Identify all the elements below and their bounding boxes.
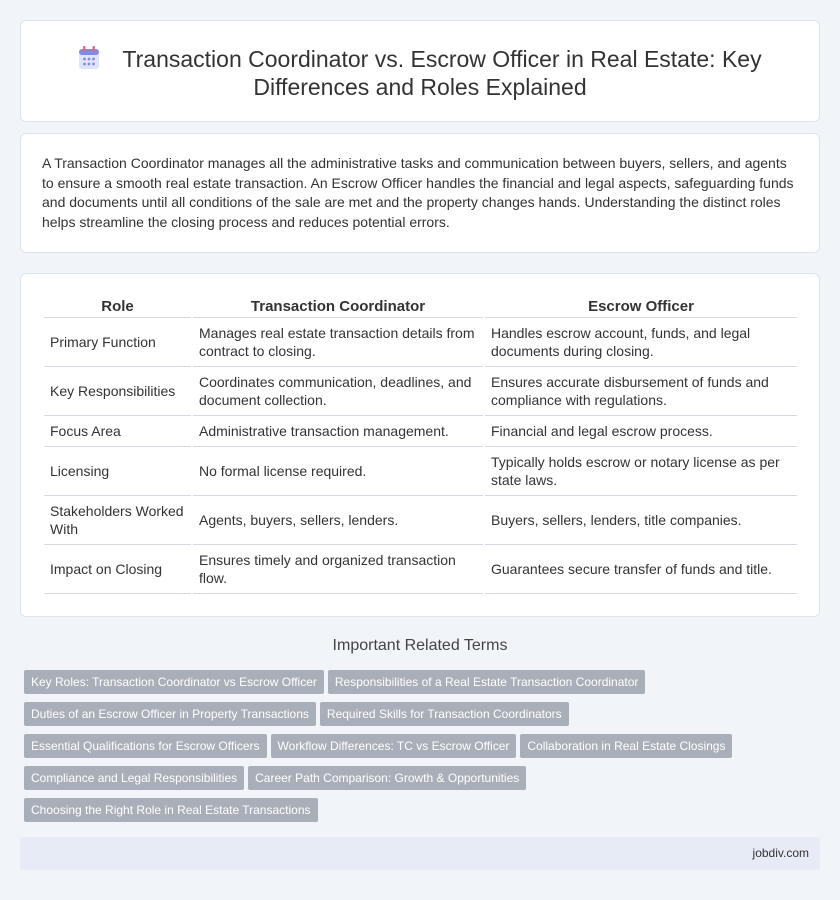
coordinator-cell: Ensures timely and organized transaction flow. bbox=[193, 545, 483, 594]
escrow-cell: Handles escrow account, funds, and legal documents during closing. bbox=[485, 318, 797, 367]
related-term-tag[interactable]: Career Path Comparison: Growth & Opportunities bbox=[248, 766, 526, 790]
related-term-tag[interactable]: Essential Qualifications for Escrow Officers bbox=[24, 734, 267, 758]
table-row bbox=[44, 496, 797, 545]
table-row bbox=[44, 318, 797, 367]
related-terms-title: Important Related Terms bbox=[332, 637, 508, 654]
coordinator-cell: Coordinates communication, deadlines, and document collection. bbox=[193, 367, 483, 416]
row-label: Impact on Closing bbox=[44, 545, 191, 594]
row-label: Primary Function bbox=[44, 318, 191, 367]
coordinator-cell: Administrative transaction management. bbox=[193, 416, 483, 447]
page-title: Transaction Coordinator vs. Escrow Officer in Real Estate: Key Differences and Roles Explained bbox=[122, 46, 762, 100]
related-term-tag[interactable]: Choosing the Right Role in Real Estate Transactions bbox=[24, 798, 318, 822]
page-title-wrap bbox=[21, 45, 819, 101]
comparison-card bbox=[20, 273, 820, 617]
coordinator-cell: No formal license required. bbox=[193, 447, 483, 496]
tag-row bbox=[24, 734, 804, 766]
escrow-cell: Buyers, sellers, lenders, title companies. bbox=[485, 496, 797, 545]
header-role: Role bbox=[44, 296, 191, 318]
tag-row bbox=[24, 798, 804, 830]
footer bbox=[20, 837, 820, 870]
related-term-tag[interactable]: Required Skills for Transaction Coordinators bbox=[320, 702, 569, 726]
related-term-tag[interactable]: Compliance and Legal Responsibilities bbox=[24, 766, 244, 790]
coordinator-cell: Agents, buyers, sellers, lenders. bbox=[193, 496, 483, 545]
related-term-tag[interactable]: Duties of an Escrow Officer in Property Transactions bbox=[24, 702, 316, 726]
footer-site-link[interactable]: jobdiv.com bbox=[752, 846, 809, 860]
header-escrow-officer: Escrow Officer bbox=[485, 296, 797, 318]
related-terms-tags bbox=[24, 670, 804, 830]
table-row bbox=[44, 447, 797, 496]
row-label: Licensing bbox=[44, 447, 191, 496]
header-transaction-coordinator: Transaction Coordinator bbox=[193, 296, 483, 318]
table-row bbox=[44, 545, 797, 594]
comparison-table bbox=[42, 296, 799, 594]
table-row bbox=[44, 416, 797, 447]
row-label: Focus Area bbox=[44, 416, 191, 447]
intro-paragraph: A Transaction Coordinator manages all the administrative tasks and communication between buyers, sellers, and agents to ensure a smooth real estate transaction. An Escrow Officer handles the financial and legal aspects, safeguarding funds and documents until all conditions of the sale are met and the property changes hands. Understanding the distinct roles helps streamline the closing process and reduces potential errors. bbox=[42, 155, 794, 230]
table-header-row bbox=[44, 296, 797, 318]
tag-row bbox=[24, 766, 804, 798]
related-term-tag[interactable]: Collaboration in Real Estate Closings bbox=[520, 734, 732, 758]
table-row bbox=[44, 367, 797, 416]
tag-row bbox=[24, 702, 804, 734]
related-term-tag[interactable]: Workflow Differences: TC vs Escrow Officer bbox=[271, 734, 517, 758]
escrow-cell: Typically holds escrow or notary license as per state laws. bbox=[485, 447, 797, 496]
title-card bbox=[20, 20, 820, 122]
calendar-icon bbox=[78, 46, 100, 70]
escrow-cell: Ensures accurate disbursement of funds and compliance with regulations. bbox=[485, 367, 797, 416]
related-term-tag[interactable]: Responsibilities of a Real Estate Transaction Coordinator bbox=[328, 670, 646, 694]
escrow-cell: Guarantees secure transfer of funds and title. bbox=[485, 545, 797, 594]
row-label: Stakeholders Worked With bbox=[44, 496, 191, 545]
intro-card bbox=[20, 133, 820, 253]
row-label: Key Responsibilities bbox=[44, 367, 191, 416]
tag-row bbox=[24, 670, 804, 702]
escrow-cell: Financial and legal escrow process. bbox=[485, 416, 797, 447]
related-term-tag[interactable]: Key Roles: Transaction Coordinator vs Escrow Officer bbox=[24, 670, 324, 694]
coordinator-cell: Manages real estate transaction details from contract to closing. bbox=[193, 318, 483, 367]
